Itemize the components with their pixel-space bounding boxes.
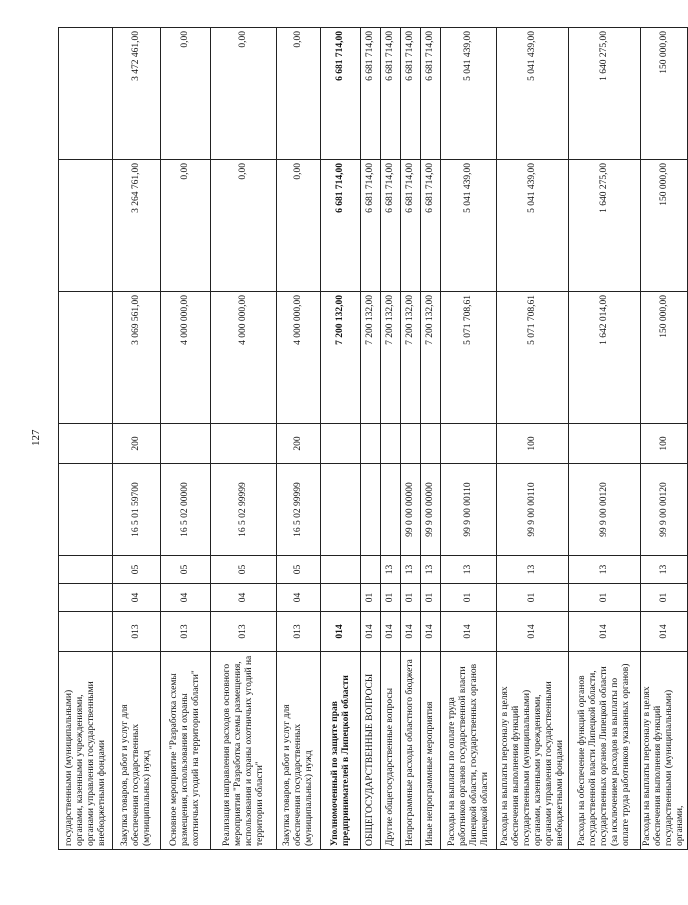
row-podrazdel-cell: 13 <box>497 556 569 584</box>
row-csr-cell: 99 9 00 00000 <box>421 464 441 556</box>
table-row <box>641 28 688 850</box>
table-row <box>59 28 113 850</box>
row-sum-2018-cell: 5 071 708,61 <box>441 292 497 424</box>
row-sum-2018-cell: 4 000 000,00 <box>211 292 277 424</box>
row-sum-2019-cell: 5 041 439,00 <box>441 160 497 292</box>
row-sum-2018-cell: 5 071 708,61 <box>497 292 569 424</box>
row-podrazdel-cell: 05 <box>113 556 161 584</box>
row-razdel-cell: 01 <box>641 584 688 612</box>
row-sum-2020-cell: 0,00 <box>211 28 277 160</box>
table-row <box>277 28 321 850</box>
table-row <box>361 28 381 850</box>
row-sum-2019-cell: 3 264 761,00 <box>113 160 161 292</box>
row-sum-2019-cell: 0,00 <box>277 160 321 292</box>
row-sum-2020-cell: 6 681 714,00 <box>401 28 421 160</box>
row-vr-cell <box>381 424 401 464</box>
row-name-cell: Реализация направления расходов основного мероприятия "Разработка схемы размещения, использования и охраны охотничьих угодий на территории области" <box>211 652 277 850</box>
table-row <box>401 28 421 850</box>
row-sum-2019-cell: 1 640 275,00 <box>569 160 641 292</box>
row-podrazdel-cell: 13 <box>641 556 688 584</box>
row-csr-cell: 16 5 02 99999 <box>211 464 277 556</box>
row-code-cell: 014 <box>401 612 421 652</box>
row-sum-2018-cell: 3 069 561,00 <box>113 292 161 424</box>
row-name-cell: ОБЩЕГОСУДАРСТВЕННЫЕ ВОПРОСЫ <box>361 652 381 850</box>
row-razdel-cell: 01 <box>441 584 497 612</box>
row-sum-2020-cell: 3 472 461,00 <box>113 28 161 160</box>
row-vr-cell <box>321 424 361 464</box>
row-sum-2019-cell: 6 681 714,00 <box>321 160 361 292</box>
row-sum-2019-cell: 5 041 439,00 <box>497 160 569 292</box>
row-code-cell <box>59 612 113 652</box>
row-code-cell: 014 <box>641 612 688 652</box>
row-vr-cell <box>361 424 381 464</box>
row-vr-cell <box>441 424 497 464</box>
row-code-cell: 014 <box>441 612 497 652</box>
row-sum-2018-cell: 7 200 132,00 <box>401 292 421 424</box>
row-razdel-cell: 01 <box>381 584 401 612</box>
row-razdel-cell: 04 <box>211 584 277 612</box>
row-code-cell: 013 <box>113 612 161 652</box>
row-podrazdel-cell: 13 <box>421 556 441 584</box>
row-vr-cell: 200 <box>113 424 161 464</box>
row-csr-cell: 16 5 02 00000 <box>161 464 211 556</box>
row-code-cell: 014 <box>381 612 401 652</box>
row-sum-2019-cell <box>59 160 113 292</box>
row-name-cell: Расходы на выплаты персоналу в целях обеспечения выполнения функций государственными (муниципальными) органами, казенными учреждениями, органами управления государственными внебюджетными фондами <box>497 652 569 850</box>
row-name-cell: Уполномоченный по защите прав предпринимателей в Липецкой области <box>321 652 361 850</box>
row-sum-2019-cell: 0,00 <box>211 160 277 292</box>
row-sum-2018-cell: 4 000 000,00 <box>161 292 211 424</box>
row-sum-2020-cell: 6 681 714,00 <box>381 28 401 160</box>
row-name-cell: Расходы на выплаты персоналу в целях обеспечения выполнения функций государственными (муниципальными) органами, <box>641 652 688 850</box>
row-sum-2018-cell: 7 200 132,00 <box>361 292 381 424</box>
row-name-cell: Закупка товаров, работ и услуг для обеспечения государственных (муниципальных) нужд <box>113 652 161 850</box>
row-name-cell: Расходы на выплаты по оплате труда работников органов государственной власти Липецкой области, государственных органов Липецкой области <box>441 652 497 850</box>
row-sum-2019-cell: 6 681 714,00 <box>401 160 421 292</box>
row-sum-2020-cell: 0,00 <box>161 28 211 160</box>
row-vr-cell <box>569 424 641 464</box>
table-row <box>441 28 497 850</box>
row-code-cell: 014 <box>569 612 641 652</box>
row-csr-cell: 99 9 00 00110 <box>441 464 497 556</box>
row-name-cell: Расходы на обеспечение функций органов государственной власти Липецкой области, государственных органов Липецкой области (за исключением расходов на выплаты по оплате труда работников указанных органов) <box>569 652 641 850</box>
row-podrazdel-cell: 13 <box>441 556 497 584</box>
row-podrazdel-cell <box>321 556 361 584</box>
row-sum-2019-cell: 6 681 714,00 <box>361 160 381 292</box>
row-podrazdel-cell: 05 <box>211 556 277 584</box>
row-sum-2019-cell: 0,00 <box>161 160 211 292</box>
table-row <box>569 28 641 850</box>
row-code-cell: 014 <box>421 612 441 652</box>
row-csr-cell: 16 5 02 99999 <box>277 464 321 556</box>
row-name-cell: Закупка товаров, работ и услуг для обеспечения государственных (муниципальных) нужд <box>277 652 321 850</box>
row-podrazdel-cell: 05 <box>161 556 211 584</box>
row-code-cell: 014 <box>361 612 381 652</box>
row-razdel-cell: 04 <box>161 584 211 612</box>
row-razdel-cell: 01 <box>421 584 441 612</box>
budget-table-container <box>58 28 685 850</box>
row-sum-2020-cell: 1 640 275,00 <box>569 28 641 160</box>
row-razdel-cell: 04 <box>113 584 161 612</box>
row-sum-2019-cell: 6 681 714,00 <box>421 160 441 292</box>
row-csr-cell: 99 9 00 00120 <box>641 464 688 556</box>
row-vr-cell: 200 <box>277 424 321 464</box>
row-sum-2018-cell: 7 200 132,00 <box>381 292 401 424</box>
row-vr-cell <box>161 424 211 464</box>
row-sum-2018-cell: 150 000,00 <box>641 292 688 424</box>
row-code-cell: 013 <box>211 612 277 652</box>
row-csr-cell <box>361 464 381 556</box>
row-podrazdel-cell <box>59 556 113 584</box>
row-sum-2020-cell: 5 041 439,00 <box>497 28 569 160</box>
row-sum-2019-cell: 150 000,00 <box>641 160 688 292</box>
table-row <box>421 28 441 850</box>
row-sum-2020-cell: 6 681 714,00 <box>361 28 381 160</box>
table-row <box>321 28 361 850</box>
row-podrazdel-cell: 13 <box>569 556 641 584</box>
row-sum-2020-cell: 0,00 <box>277 28 321 160</box>
row-name-cell: Непрограммные расходы областного бюджета <box>401 652 421 850</box>
row-podrazdel-cell: 05 <box>277 556 321 584</box>
row-csr-cell <box>59 464 113 556</box>
row-vr-cell <box>421 424 441 464</box>
row-sum-2018-cell <box>59 292 113 424</box>
row-sum-2020-cell: 6 681 714,00 <box>321 28 361 160</box>
row-sum-2020-cell: 6 681 714,00 <box>421 28 441 160</box>
row-csr-cell: 99 9 00 00120 <box>569 464 641 556</box>
row-sum-2020-cell: 150 000,00 <box>641 28 688 160</box>
row-vr-cell: 100 <box>641 424 688 464</box>
row-vr-cell <box>59 424 113 464</box>
row-razdel-cell: 01 <box>361 584 381 612</box>
table-row <box>497 28 569 850</box>
row-name-cell: Основное мероприятие "Разработка схемы размещения, использования и охраны охотничьих угодий на территории области" <box>161 652 211 850</box>
row-razdel-cell <box>321 584 361 612</box>
row-csr-cell: 99 9 00 00110 <box>497 464 569 556</box>
budget-table <box>58 27 688 850</box>
table-row <box>381 28 401 850</box>
row-podrazdel-cell: 13 <box>401 556 421 584</box>
row-razdel-cell: 04 <box>277 584 321 612</box>
row-csr-cell: 16 5 01 59700 <box>113 464 161 556</box>
row-vr-cell <box>401 424 421 464</box>
row-csr-cell: 99 0 00 00000 <box>401 464 421 556</box>
row-name-cell: Другие общегосударственные вопросы <box>381 652 401 850</box>
row-sum-2020-cell: 5 041 439,00 <box>441 28 497 160</box>
row-razdel-cell <box>59 584 113 612</box>
table-row <box>211 28 277 850</box>
row-podrazdel-cell <box>361 556 381 584</box>
row-sum-2018-cell: 7 200 132,00 <box>421 292 441 424</box>
page-number: 127 <box>30 429 42 446</box>
row-sum-2018-cell: 7 200 132,00 <box>321 292 361 424</box>
table-row <box>113 28 161 850</box>
row-name-cell: государственными (муниципальными) органами, казенными учреждениями, органами управления государственными внебюджетными фондами <box>59 652 113 850</box>
row-code-cell: 014 <box>497 612 569 652</box>
row-vr-cell: 100 <box>497 424 569 464</box>
table-row <box>161 28 211 850</box>
row-csr-cell <box>321 464 361 556</box>
table-body <box>59 28 688 850</box>
row-code-cell: 013 <box>161 612 211 652</box>
row-sum-2019-cell: 6 681 714,00 <box>381 160 401 292</box>
row-code-cell: 014 <box>321 612 361 652</box>
row-name-cell: Иные непрограммные мероприятия <box>421 652 441 850</box>
row-sum-2020-cell <box>59 28 113 160</box>
row-csr-cell <box>381 464 401 556</box>
row-razdel-cell: 01 <box>401 584 421 612</box>
row-vr-cell <box>211 424 277 464</box>
row-code-cell: 013 <box>277 612 321 652</box>
row-podrazdel-cell: 13 <box>381 556 401 584</box>
row-sum-2018-cell: 1 642 014,00 <box>569 292 641 424</box>
row-sum-2018-cell: 4 000 000,00 <box>277 292 321 424</box>
row-razdel-cell: 01 <box>497 584 569 612</box>
row-razdel-cell: 01 <box>569 584 641 612</box>
